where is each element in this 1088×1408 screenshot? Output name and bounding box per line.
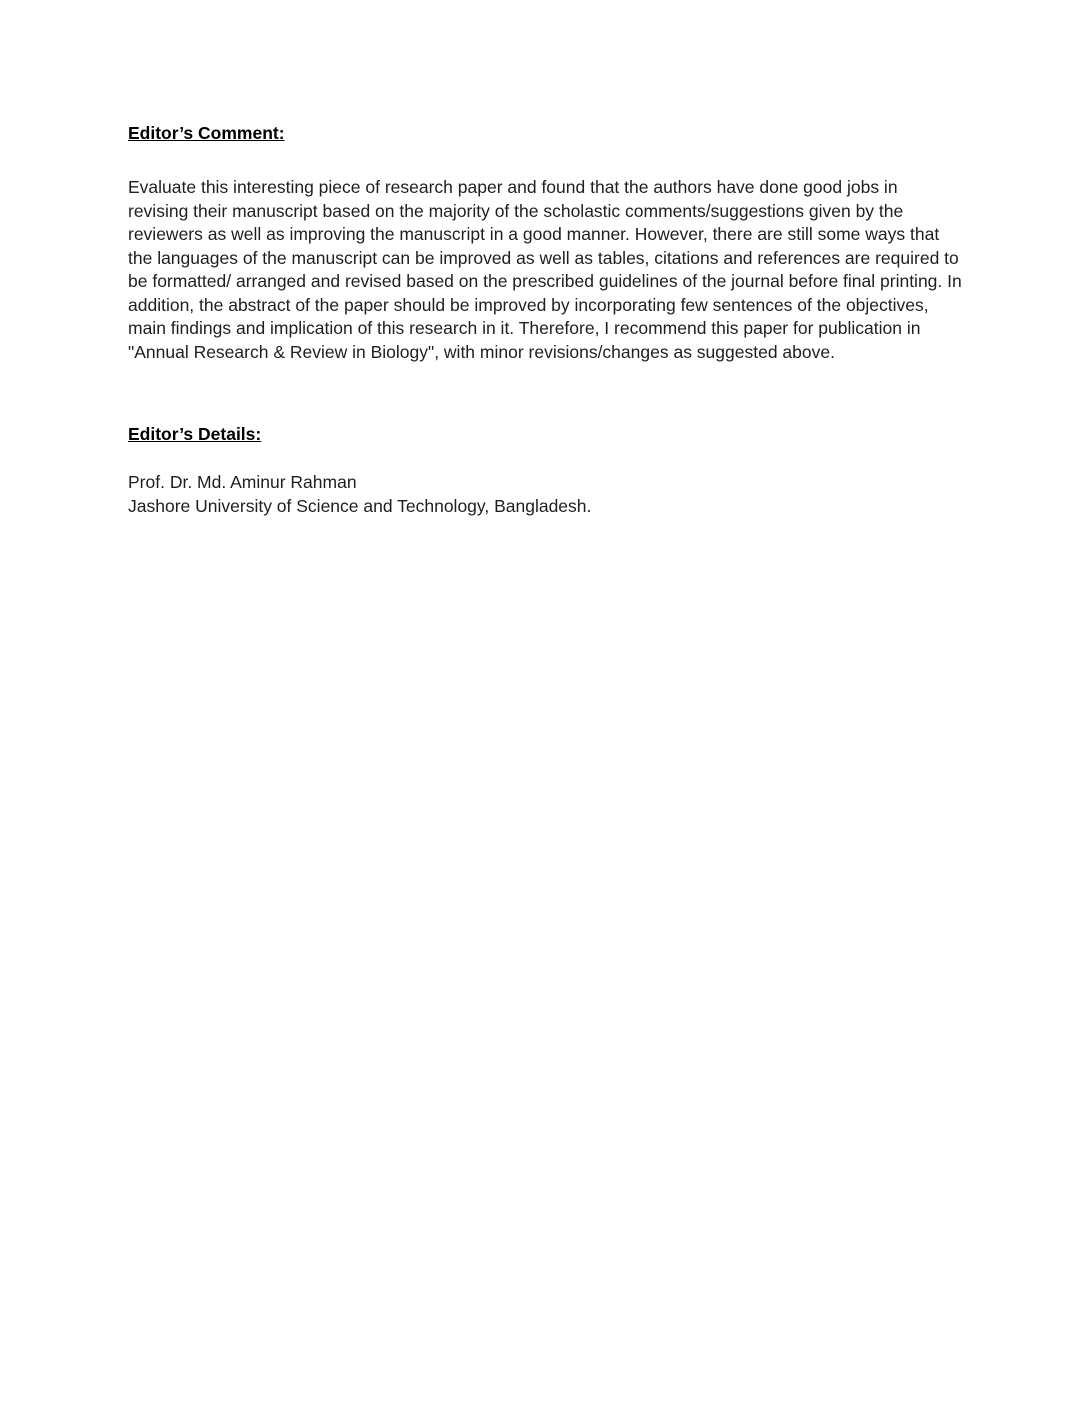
document-content — [128, 122, 962, 518]
editor-name: Prof. Dr. Md. Aminur Rahman — [128, 472, 357, 492]
editors-comment-heading: Editor’s Comment: — [128, 123, 285, 143]
editor-affiliation: Jashore University of Science and Technology, Bangladesh. — [128, 495, 592, 516]
editors-details-block — [128, 471, 962, 518]
editors-details-heading: Editor’s Details: — [128, 424, 262, 444]
editors-comment-body: Evaluate this interesting piece of research paper and found that the authors have done good jobs in revising their manuscript based on the majority of the scholastic comments/suggestions given by the reviewers as well as improving the manuscript in a good manner. However, there are still some ways that the languages of the manuscript can be improved as well as tables, citations and references are required to be formatted/ arranged and revised based on the prescribed guidelines of the journal before final printing. In addition, the abstract of the paper should be improved by incorporating few sentences of the objectives, main findings and implication of this research in it. Therefore, I recommend this paper for publication in "Annual Research & Review in Biology", with minor revisions/changes as suggested above. — [128, 177, 962, 362]
